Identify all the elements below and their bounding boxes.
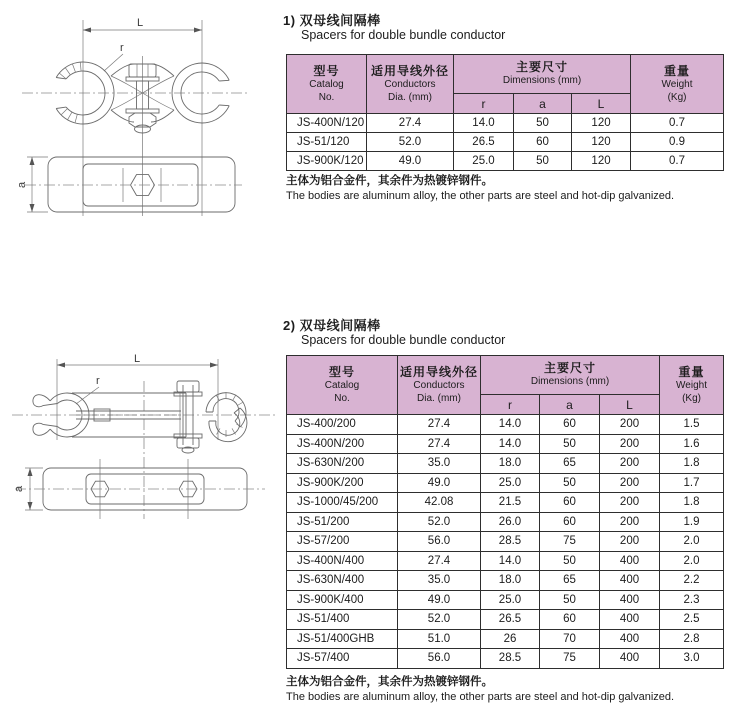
value-cell: 2.2 [660, 571, 724, 591]
table-row [287, 152, 724, 171]
value-cell: 26 [481, 629, 540, 649]
table-row [287, 473, 724, 493]
value-cell: 21.5 [481, 493, 540, 513]
value-cell: 60 [540, 415, 600, 435]
value-cell: 50 [540, 590, 600, 610]
value-cell: 18.0 [481, 454, 540, 474]
catalog-cell: JS-57/200 [287, 532, 398, 552]
value-cell: 70 [540, 629, 600, 649]
section-1-note-en: The bodies are aluminum alloy, the other parts are steel and hot-dip galvanized. [286, 190, 675, 202]
catalog-cell: JS-400N/400 [287, 551, 398, 571]
value-cell: 65 [540, 571, 600, 591]
header-dim-L: L [572, 94, 631, 114]
value-cell: 25.0 [454, 152, 514, 171]
technical-drawing-spacer-2 [10, 355, 280, 520]
value-cell: 50 [540, 434, 600, 454]
value-cell: 52.0 [398, 512, 481, 532]
catalog-cell: JS-51/120 [287, 133, 367, 152]
value-cell: 52.0 [367, 133, 454, 152]
value-cell: 27.4 [398, 434, 481, 454]
side-view [13, 459, 265, 519]
table-row [287, 512, 724, 532]
value-cell: 18.0 [481, 571, 540, 591]
value-cell: 120 [572, 114, 631, 133]
table-row [287, 415, 724, 435]
value-cell: 75 [540, 649, 600, 669]
value-cell: 0.9 [631, 133, 724, 152]
value-cell: 400 [600, 551, 660, 571]
value-cell: 2.3 [660, 590, 724, 610]
technical-drawing-spacer-1 [16, 14, 250, 219]
table-row [287, 114, 724, 133]
value-cell: 28.5 [481, 649, 540, 669]
dim-label-a: a [16, 181, 28, 188]
header-dim-r: r [454, 94, 514, 114]
dim-label-a: a [13, 485, 25, 492]
value-cell: 42.08 [398, 493, 481, 513]
header-dim-a: a [540, 395, 600, 415]
bolt-assembly [174, 381, 202, 453]
catalog-cell: JS-900K/200 [287, 473, 398, 493]
value-cell: 50 [540, 551, 600, 571]
catalog-cell: JS-630N/200 [287, 454, 398, 474]
value-cell: 56.0 [398, 532, 481, 552]
header-conductors-dia: 适用导线外径 Conductors Dia. (mm) [398, 356, 481, 415]
value-cell: 14.0 [454, 114, 514, 133]
value-cell: 60 [540, 512, 600, 532]
section-2-title: 2) 双母线间隔棒 [283, 318, 381, 333]
value-cell: 27.4 [398, 551, 481, 571]
value-cell: 120 [572, 133, 631, 152]
value-cell: 1.9 [660, 512, 724, 532]
value-cell: 1.7 [660, 473, 724, 493]
value-cell: 75 [540, 532, 600, 552]
value-cell: 26.5 [454, 133, 514, 152]
value-cell: 25.0 [481, 590, 540, 610]
value-cell: 2.5 [660, 610, 724, 630]
dim-label-L: L [133, 353, 141, 365]
catalog-cell: JS-900K/120 [287, 152, 367, 171]
value-cell: 0.7 [631, 114, 724, 133]
value-cell: 400 [600, 571, 660, 591]
table-row [287, 649, 724, 669]
value-cell: 3.0 [660, 649, 724, 669]
catalog-cell: JS-400N/120 [287, 114, 367, 133]
value-cell: 14.0 [481, 415, 540, 435]
dim-label-r: r [96, 375, 100, 387]
value-cell: 400 [600, 629, 660, 649]
value-cell: 25.0 [481, 473, 540, 493]
table-row [287, 571, 724, 591]
table-row [287, 629, 724, 649]
catalog-cell: JS-1000/45/200 [287, 493, 398, 513]
value-cell: 50 [540, 473, 600, 493]
value-cell: 49.0 [398, 473, 481, 493]
section-2-note-en: The bodies are aluminum alloy, the other parts are steel and hot-dip galvanized. [286, 691, 675, 703]
section-2-subtitle: Spacers for double bundle conductor [301, 333, 506, 347]
catalog-cell: JS-400N/200 [287, 434, 398, 454]
value-cell: 35.0 [398, 571, 481, 591]
value-cell: 14.0 [481, 434, 540, 454]
value-cell: 200 [600, 473, 660, 493]
value-cell: 200 [600, 512, 660, 532]
section-1-subtitle: Spacers for double bundle conductor [301, 28, 506, 42]
dim-label-L: L [136, 17, 144, 29]
right-clamp [206, 392, 247, 442]
value-cell: 27.4 [367, 114, 454, 133]
spec-table-1 [286, 54, 724, 171]
value-cell: 1.8 [660, 493, 724, 513]
table-row [287, 610, 724, 630]
value-cell: 1.6 [660, 434, 724, 454]
value-cell: 49.0 [398, 590, 481, 610]
table-row [287, 133, 724, 152]
value-cell: 120 [572, 152, 631, 171]
value-cell: 400 [600, 649, 660, 669]
value-cell: 200 [600, 454, 660, 474]
value-cell: 28.5 [481, 532, 540, 552]
side-view [16, 157, 242, 212]
value-cell: 49.0 [367, 152, 454, 171]
value-cell: 400 [600, 610, 660, 630]
value-cell: 60 [540, 493, 600, 513]
header-weight: 重量 Weight (Kg) [660, 356, 724, 415]
dim-label-r: r [120, 42, 124, 54]
value-cell: 50 [514, 152, 572, 171]
value-cell: 65 [540, 454, 600, 474]
table-row [287, 590, 724, 610]
section-1-note-zh: 主体为铝合金件，其余件为热镀锌钢件。 [286, 175, 493, 187]
header-weight: 重量 Weight (Kg) [631, 55, 724, 114]
value-cell: 200 [600, 415, 660, 435]
catalog-cell: JS-630N/400 [287, 571, 398, 591]
header-dimensions: 主要尺寸 Dimensions (mm) [454, 55, 631, 94]
table-row [287, 493, 724, 513]
table-row [287, 454, 724, 474]
value-cell: 60 [540, 610, 600, 630]
table-row [287, 551, 724, 571]
value-cell: 35.0 [398, 454, 481, 474]
catalog-cell: JS-51/400GHB [287, 629, 398, 649]
value-cell: 2.8 [660, 629, 724, 649]
value-cell: 200 [600, 493, 660, 513]
header-conductors-dia: 适用导线外径 Conductors Dia. (mm) [367, 55, 454, 114]
value-cell: 200 [600, 532, 660, 552]
value-cell: 56.0 [398, 649, 481, 669]
value-cell: 2.0 [660, 532, 724, 552]
table-row [287, 434, 724, 454]
header-catalog: 型号 Catalog No. [287, 356, 398, 415]
value-cell: 60 [514, 133, 572, 152]
spec-table-2 [286, 355, 724, 669]
value-cell: 1.8 [660, 454, 724, 474]
header-dimensions: 主要尺寸 Dimensions (mm) [481, 356, 660, 395]
value-cell: 52.0 [398, 610, 481, 630]
section-2-note-zh: 主体为铝合金件，其余件为热镀锌钢件。 [286, 676, 493, 688]
catalog-cell: JS-51/400 [287, 610, 398, 630]
value-cell: 1.5 [660, 415, 724, 435]
catalog-cell: JS-51/200 [287, 512, 398, 532]
value-cell: 2.0 [660, 551, 724, 571]
catalog-cell: JS-400/200 [287, 415, 398, 435]
header-dim-r: r [481, 395, 540, 415]
value-cell: 200 [600, 434, 660, 454]
value-cell: 26.0 [481, 512, 540, 532]
header-catalog: 型号 Catalog No. [287, 55, 367, 114]
value-cell: 51.0 [398, 629, 481, 649]
value-cell: 27.4 [398, 415, 481, 435]
value-cell: 14.0 [481, 551, 540, 571]
catalog-cell: JS-57/400 [287, 649, 398, 669]
value-cell: 400 [600, 590, 660, 610]
header-dim-L: L [600, 395, 660, 415]
table-row [287, 532, 724, 552]
value-cell: 26.5 [481, 610, 540, 630]
catalog-cell: JS-900K/400 [287, 590, 398, 610]
section-1-title: 1) 双母线间隔棒 [283, 13, 381, 28]
header-dim-a: a [514, 94, 572, 114]
value-cell: 0.7 [631, 152, 724, 171]
value-cell: 50 [514, 114, 572, 133]
